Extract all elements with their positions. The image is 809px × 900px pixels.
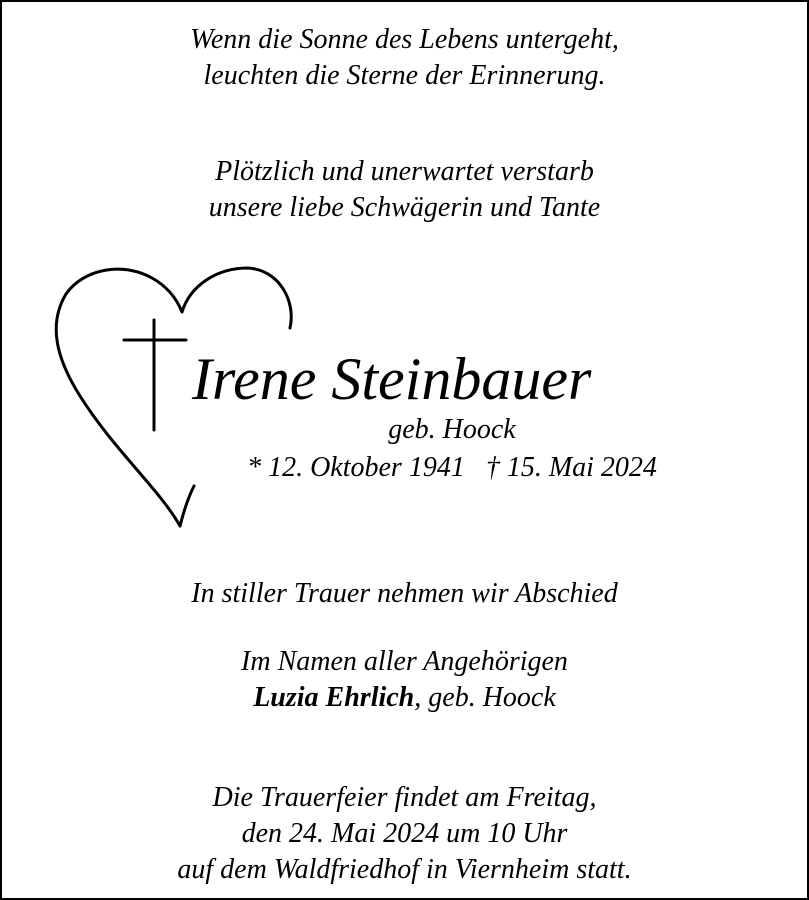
quote-line-1: Wenn die Sonne des Lebens untergeht, [190, 24, 619, 55]
mourner-name: Luzia Ehrlich [253, 682, 415, 713]
service-line-1: Die Trauerfeier findet am Freitag, [212, 782, 597, 813]
deceased-dates [202, 452, 702, 484]
birth-date: * 12. Oktober 1941 [247, 452, 465, 483]
death-date: † 15. Mai 2024 [485, 452, 657, 483]
quote-line-2: leuchten die Sterne der Erinnerung. [203, 60, 606, 91]
intro-line-2: unsere liebe Schwägerin und Tante [208, 192, 601, 223]
intro-line-1: Plötzlich und unerwartet verstarb [215, 156, 594, 187]
mourner-line [2, 682, 807, 714]
on-behalf-text: Im Namen aller Angehörigen [241, 646, 568, 677]
deceased-maiden-name: geb. Hoock [388, 414, 516, 445]
farewell-text: In stiller Trauer nehmen wir Abschied [191, 578, 618, 609]
service-line-2: den 24. Mai 2024 um 10 Uhr [241, 818, 568, 849]
service-line-3: auf dem Waldfriedhof in Viernheim statt. [177, 854, 632, 885]
deceased-name: Irene Steinbauer [192, 346, 592, 412]
mourner-suffix: , geb. Hoock [414, 682, 556, 713]
